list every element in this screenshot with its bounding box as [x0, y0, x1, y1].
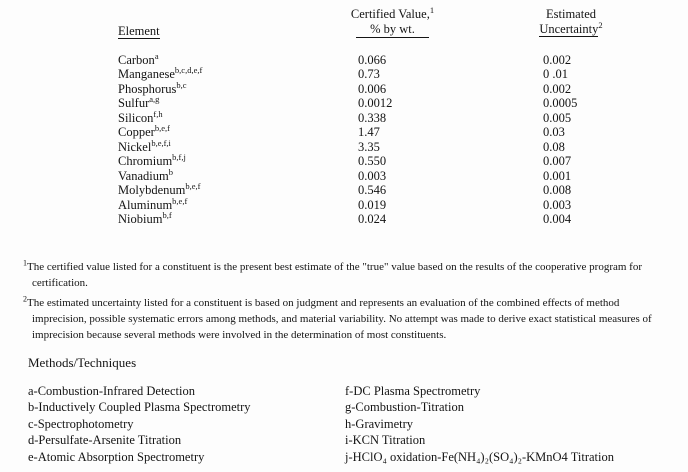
table-row	[118, 209, 678, 226]
element-method-letters: b,e,f,i	[151, 137, 171, 148]
method-item: j-HClO₄ oxidation-Fe(NH₄)₂(SO₄)₂-KMnO4 Titration	[345, 449, 615, 464]
element-method-letters: b,e,f	[154, 123, 170, 134]
estimated-uncertainty: 0 .01	[543, 67, 568, 82]
element-name: Chromium$^{b,f,j}$	[118, 152, 186, 169]
footnote-estimated-uncertainty	[23, 296, 675, 343]
table-row	[118, 125, 678, 139]
certified-value: 0.550	[358, 154, 387, 169]
certified-value: 0.019	[358, 197, 387, 212]
element-table	[118, 50, 678, 226]
method-item: g-Combustion-Titration	[345, 400, 464, 415]
footnote-ref-2: 2	[598, 19, 603, 30]
table-row	[118, 108, 678, 125]
column-header-element	[118, 24, 160, 39]
method-item: c-Spectrophotometry	[28, 416, 134, 431]
estimated-uncertainty: 0.003	[543, 197, 572, 212]
footnote-marker: 1	[23, 258, 27, 268]
methods-list-left	[28, 383, 338, 465]
column-header-estimated-uncertainty	[495, 7, 647, 37]
element-name: Carbon$^a$	[118, 50, 159, 67]
certified-value-header-line2: % by wt.	[300, 22, 485, 38]
certified-value: 0.546	[358, 183, 387, 198]
estimated-uncertainty: 0.08	[543, 139, 565, 154]
footnote-marker: 2	[23, 294, 27, 304]
estimated-uncertainty: 0.004	[543, 211, 572, 226]
element-header-label: Element	[118, 24, 160, 38]
certified-value: 0.066	[358, 53, 387, 67]
table-row	[118, 180, 678, 198]
method-item: f-DC Plasma Spectrometry	[345, 384, 481, 398]
element-method-letters: b,f	[162, 209, 172, 220]
footnote-ref-1: 1	[429, 4, 435, 15]
table-row	[118, 154, 678, 168]
table-row	[118, 79, 678, 96]
certified-value: 0.024	[358, 211, 387, 226]
element-name: Phosphorus$^{b,c}$	[118, 79, 187, 96]
element-method-letters: a,g	[149, 94, 160, 105]
element-method-letters: b,c	[176, 79, 187, 90]
estimated-uncertainty: 0.03	[543, 125, 565, 140]
uncertainty-header-line2: Uncertainty$^2$	[539, 19, 603, 36]
footnote-text: The certified value listed for a constituent is the present best estimate of the "true" value based on the results of the cooperative program for certification.	[27, 261, 642, 289]
element-name: Sulfur$^{a,g}$	[118, 94, 160, 111]
element-method-letters: b,e,f	[185, 180, 201, 191]
table-row	[118, 166, 678, 183]
certified-value: 0.73	[358, 67, 380, 82]
element-name: Silicon$^{f,h}$	[118, 108, 163, 125]
element-name: Copper$^{b,e,f}$	[118, 123, 170, 140]
table-row	[118, 137, 678, 154]
certified-value: 0.003	[358, 168, 387, 183]
certified-value-header-line1: Certified Value,$^1$	[350, 4, 435, 21]
footnote-text: The estimated uncertainty listed for a constituent is based on judgment and represents an evaluation of the combined effects of method imprecision, possible systematic errors among methods, and material variability. No attempt was made to derive exact statistical measures of imprecision because several methods were involved in the determination of most constituents.	[27, 297, 652, 341]
estimated-uncertainty: 0.005	[543, 110, 572, 125]
element-method-letters: f,h	[153, 108, 163, 119]
element-method-letters: b,f,j	[172, 152, 186, 163]
uncertainty-header-line1: Estimated	[546, 7, 596, 21]
estimated-uncertainty: 0.002	[543, 81, 572, 96]
element-name: Aluminum$^{b,e,f}$	[118, 195, 188, 212]
element-method-letters: b	[168, 166, 173, 177]
element-name: Manganese$^{b,c,d,e,f}$	[118, 65, 203, 82]
method-item: h-Gravimetry	[345, 416, 414, 431]
method-item: b-Inductively Coupled Plasma Spectrometry	[28, 400, 251, 415]
certified-value: 0.0012	[358, 96, 393, 111]
method-item: d-Persulfate-Arsenite Titration	[28, 433, 182, 448]
estimated-uncertainty: 0.001	[543, 168, 572, 183]
element-method-letters: b,e,f	[172, 195, 188, 206]
element-name: Nickel$^{b,e,f,i}$	[118, 137, 171, 154]
estimated-uncertainty: 0.0005	[543, 96, 578, 111]
certified-value: 1.47	[358, 125, 380, 140]
table-row	[118, 195, 678, 212]
estimated-uncertainty: 0.007	[543, 154, 572, 169]
element-name: Vanadium$^b$	[118, 166, 173, 183]
column-header-certified-value	[300, 4, 485, 38]
certified-value: 0.006	[358, 81, 387, 96]
estimated-uncertainty: 0.008	[543, 183, 572, 198]
certified-value: 0.338	[358, 110, 387, 125]
table-row	[118, 67, 678, 81]
element-name: Molybdenum$^{b,e,f}$	[118, 180, 201, 198]
method-item: e-Atomic Absorption Spectrometry	[28, 449, 205, 464]
element-method-letters: b,c,d,e,f	[174, 65, 203, 76]
method-item: a-Combustion-Infrared Detection	[28, 384, 195, 398]
element-method-letters: a	[154, 50, 159, 61]
element-name: Niobium$^{b,f}$	[118, 209, 172, 226]
methods-techniques-heading: Methods/Techniques	[28, 355, 137, 370]
method-item: i-KCN Titration	[345, 433, 426, 448]
table-row	[118, 96, 678, 110]
footnote-certified-value	[23, 260, 675, 292]
methods-list-right	[345, 383, 685, 465]
estimated-uncertainty: 0.002	[543, 53, 572, 67]
certified-value: 3.35	[358, 139, 380, 154]
